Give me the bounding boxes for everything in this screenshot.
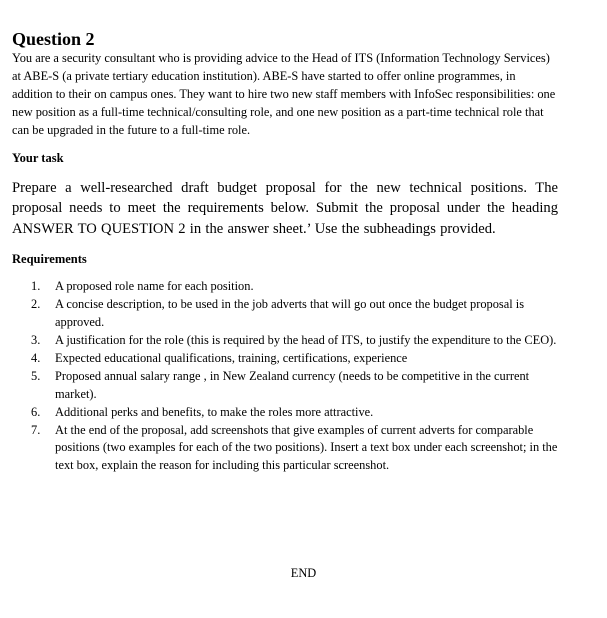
question-intro: You are a security consultant who is providing advice to the Head of ITS (Information Technology Services) at ABE-S (a private tertiary education institution). ABE-S have started to offer online programmes, in addition to their on campus ones. They want to hire two new staff members with InfoSec responsibilities: one new position as a full-time technical/consulting role, and one new position as a part-time technical role that can be upgraded in the future to a full-time role. <box>12 51 556 137</box>
requirement-text: A proposed role name for each position. <box>55 279 254 294</box>
requirement-number: 4. <box>31 350 41 365</box>
requirement-item <box>12 296 558 332</box>
requirement-text: Proposed annual salary range , in New Zealand currency (needs to be competitive in the current market). <box>55 368 530 401</box>
requirement-item <box>12 332 558 350</box>
requirement-number: 3. <box>31 333 41 348</box>
requirements-heading: Requirements <box>12 252 87 267</box>
requirement-number: 6. <box>31 404 41 419</box>
requirements-list <box>12 278 558 475</box>
task-heading: Your task <box>12 150 64 165</box>
end-marker: END <box>290 566 317 580</box>
requirement-text: Additional perks and benefits, to make the roles more attractive. <box>55 404 374 419</box>
document-page <box>12 28 558 475</box>
task-body: Prepare a well-researched draft budget proposal for the new technical positions. The proposal needs to meet the requirements below. Submit the proposal under the heading ANSWER TO QUESTION 2 in the answer sheet.’ Use the subheadings provided. <box>12 179 558 237</box>
requirement-number: 5. <box>31 368 41 383</box>
requirement-item <box>12 350 558 368</box>
requirement-item <box>12 422 558 476</box>
requirement-text: At the end of the proposal, add screenshots that give examples of current adverts for comparable positions (two examples for each of the two positions). Insert a text box under each screenshot; in the text box, explain the reason for including this particular screenshot. <box>55 422 558 473</box>
requirement-text: A justification for the role (this is required by the head of ITS, to justify the expenditure to the CEO). <box>55 333 557 348</box>
requirement-number: 1. <box>31 279 41 294</box>
requirement-item <box>12 368 558 404</box>
requirement-number: 7. <box>31 422 41 437</box>
question-title: Question 2 <box>12 29 95 49</box>
requirement-item <box>12 278 558 296</box>
requirement-text: A concise description, to be used in the job adverts that will go out once the budget proposal is approved. <box>55 297 525 330</box>
requirement-item <box>12 404 558 422</box>
requirement-text: Expected educational qualifications, training, certifications, experience <box>55 350 408 365</box>
requirement-number: 2. <box>31 297 41 312</box>
